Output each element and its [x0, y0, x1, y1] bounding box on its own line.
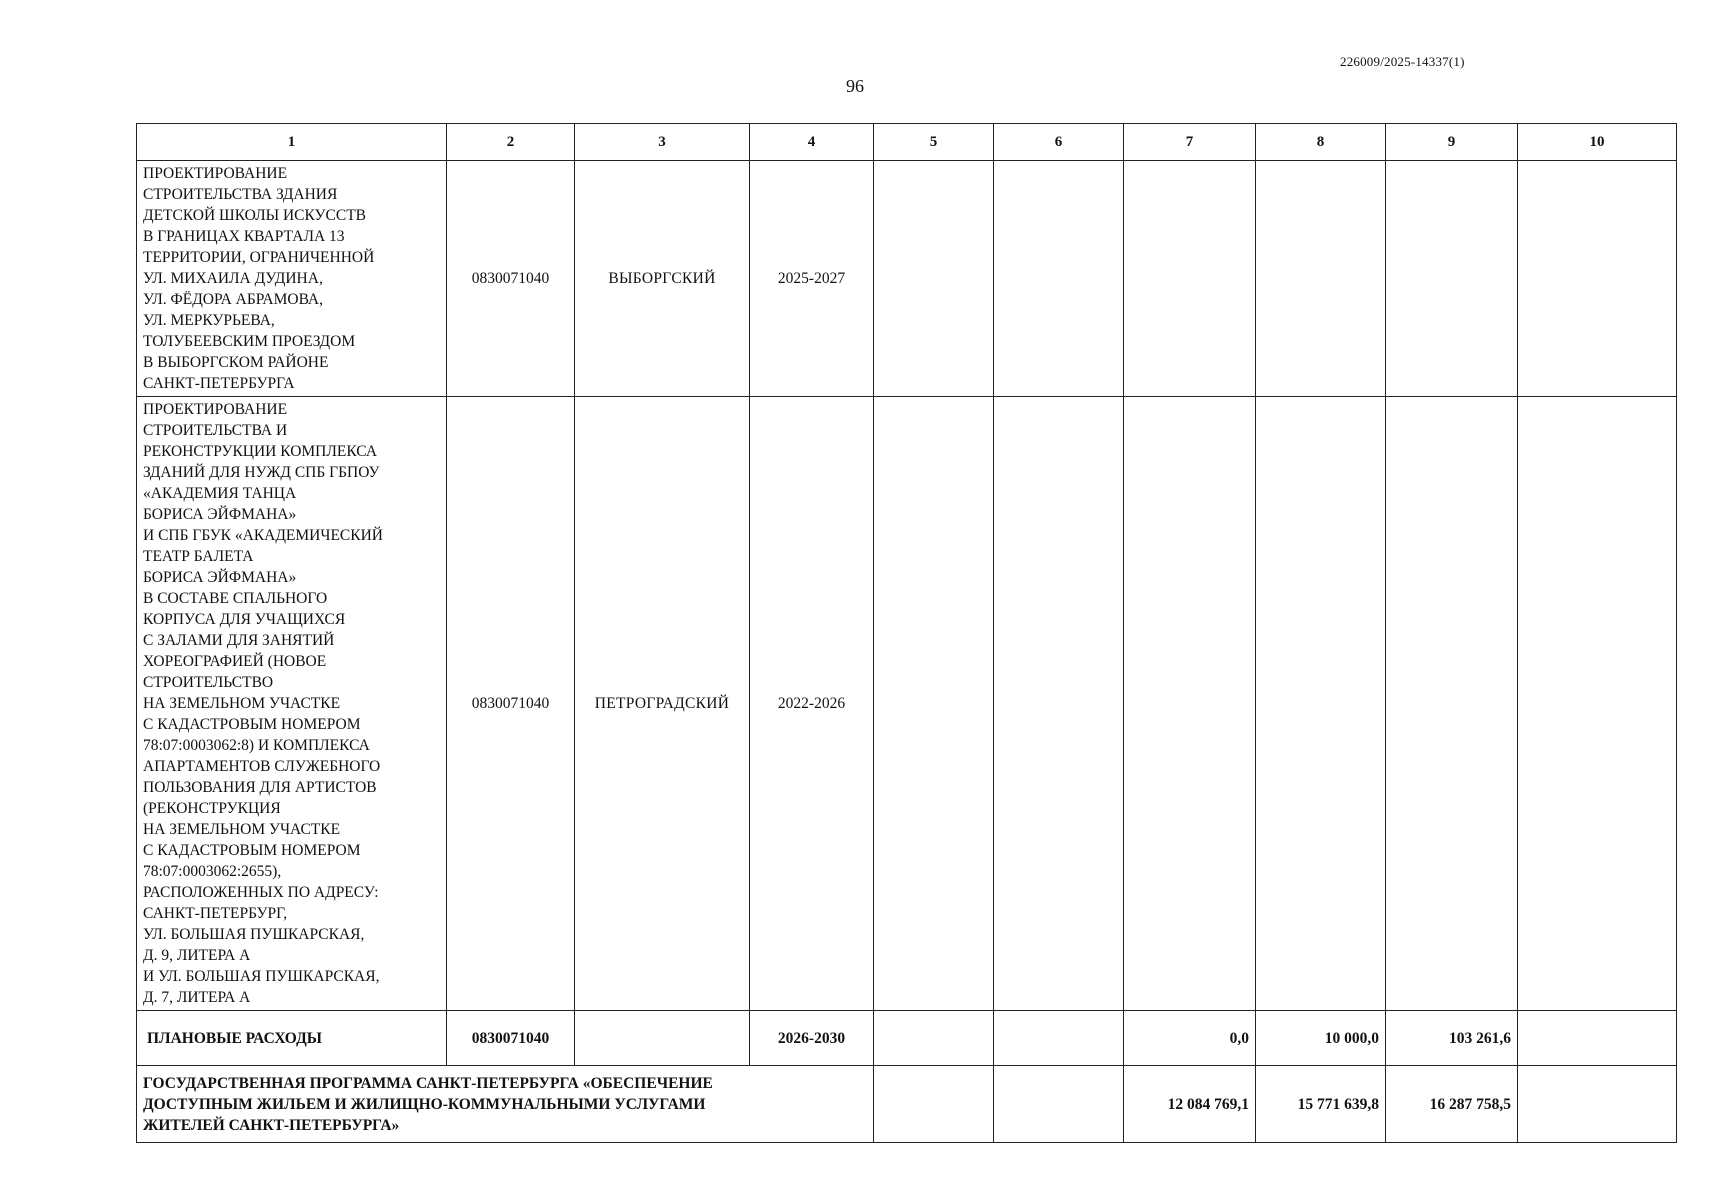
project-name-line: 78:07:0003062:8) И КОМПЛЕКСА	[143, 737, 370, 754]
budget-table	[136, 123, 1677, 1143]
page-number: 96	[846, 76, 864, 96]
project-name-line: КОРПУСА ДЛЯ УЧАЩИХСЯ	[143, 611, 346, 628]
value-cell-8	[1256, 161, 1386, 397]
project-name-cell	[137, 161, 447, 397]
project-name-line: С ЗАЛАМИ ДЛЯ ЗАНЯТИЙ	[143, 632, 335, 649]
value-cell-7: 12 084 769,1	[1124, 1066, 1256, 1143]
value-cell-8: 15 771 639,8	[1256, 1066, 1386, 1143]
program-title	[137, 1066, 874, 1143]
period-cell: 2026-2030	[750, 1011, 874, 1066]
project-name-line: СТРОИТЕЛЬСТВА И	[143, 422, 288, 439]
project-name-line: ДЕТСКОЙ ШКОЛЫ ИСКУССТВ	[143, 207, 366, 224]
project-name-cell	[137, 397, 447, 1011]
district-cell: ПЕТРОГРАДСКИЙ	[575, 397, 750, 1011]
planned-expenses-row	[137, 1011, 1677, 1066]
column-header: 5	[874, 124, 994, 161]
value-cell-6	[994, 1011, 1124, 1066]
column-header-row	[137, 124, 1677, 161]
column-header: 8	[1256, 124, 1386, 161]
project-name-line: РАСПОЛОЖЕННЫХ ПО АДРЕСУ:	[143, 884, 379, 901]
project-name-line: БОРИСА ЭЙФМАНА»	[143, 569, 297, 586]
project-name-line: ТЕРРИТОРИИ, ОГРАНИЧЕННОЙ	[143, 249, 375, 266]
project-name-line: И СПБ ГБУК «АКАДЕМИЧЕСКИЙ	[143, 527, 383, 544]
project-name-line: ПРОЕКТИРОВАНИЕ	[143, 401, 288, 418]
table-row	[137, 397, 1677, 1011]
project-name-line: ПРОЕКТИРОВАНИЕ	[143, 165, 288, 182]
column-header: 10	[1518, 124, 1677, 161]
project-name-line: НА ЗЕМЕЛЬНОМ УЧАСТКЕ	[143, 695, 341, 712]
value-cell-7	[1124, 397, 1256, 1011]
project-name-line: СТРОИТЕЛЬСТВО	[143, 674, 274, 691]
column-header: 1	[137, 124, 447, 161]
budget-code-cell: 0830071040	[447, 397, 575, 1011]
project-name-line: БОРИСА ЭЙФМАНА»	[143, 506, 297, 523]
column-header: 6	[994, 124, 1124, 161]
value-cell-5	[874, 161, 994, 397]
project-name-line: ПОЛЬЗОВАНИЯ ДЛЯ АРТИСТОВ	[143, 779, 377, 796]
value-cell-9	[1386, 161, 1518, 397]
value-cell-7	[1124, 161, 1256, 397]
project-name-line: УЛ. ФЁДОРА АБРАМОВА,	[143, 291, 324, 308]
budget-code-cell: 0830071040	[447, 1011, 575, 1066]
value-cell-9: 16 287 758,5	[1386, 1066, 1518, 1143]
period-cell: 2025-2027	[750, 161, 874, 397]
value-cell-7: 0,0	[1124, 1011, 1256, 1066]
district-cell: ВЫБОРГСКИЙ	[575, 161, 750, 397]
project-name-line: ТЕАТР БАЛЕТА	[143, 548, 254, 565]
value-cell-10	[1518, 161, 1677, 397]
column-header: 4	[750, 124, 874, 161]
project-name-line: УЛ. БОЛЬШАЯ ПУШКАРСКАЯ,	[143, 926, 365, 943]
value-cell-5	[874, 1011, 994, 1066]
value-cell-10	[1518, 1011, 1677, 1066]
value-cell-9: 103 261,6	[1386, 1011, 1518, 1066]
project-name-line: В СОСТАВЕ СПАЛЬНОГО	[143, 590, 328, 607]
planned-expenses-label: ПЛАНОВЫЕ РАСХОДЫ	[137, 1011, 447, 1066]
column-header: 2	[447, 124, 575, 161]
project-name-line: И УЛ. БОЛЬШАЯ ПУШКАРСКАЯ,	[143, 968, 380, 985]
project-name-line: САНКТ-ПЕТЕРБУРГ,	[143, 905, 288, 922]
project-name-line: ХОРЕОГРАФИЕЙ (НОВОЕ	[143, 653, 327, 670]
period-cell: 2022-2026	[750, 397, 874, 1011]
project-name-line: САНКТ-ПЕТЕРБУРГА	[143, 375, 295, 392]
value-cell-9	[1386, 397, 1518, 1011]
project-name-line: НА ЗЕМЕЛЬНОМ УЧАСТКЕ	[143, 821, 341, 838]
value-cell-6	[994, 397, 1124, 1011]
program-title-line: ДОСТУПНЫМ ЖИЛЬЕМ И ЖИЛИЩНО-КОММУНАЛЬНЫМИ УСЛУГАМИ	[143, 1095, 706, 1113]
column-header: 7	[1124, 124, 1256, 161]
value-cell-10	[1518, 1066, 1677, 1143]
value-cell-5	[874, 1066, 994, 1143]
table-row	[137, 161, 1677, 397]
value-cell-10	[1518, 397, 1677, 1011]
project-name-line: УЛ. МИХАИЛА ДУДИНА,	[143, 270, 323, 287]
project-name-line: ЗДАНИЙ ДЛЯ НУЖД СПБ ГБПОУ	[143, 464, 380, 481]
project-name-line: АПАРТАМЕНТОВ СЛУЖЕБНОГО	[143, 758, 381, 775]
document-id: 226009/2025-14337(1)	[1340, 54, 1465, 69]
project-name-line: ТОЛУБЕЕВСКИМ ПРОЕЗДОМ	[143, 333, 356, 350]
project-name-line: Д. 9, ЛИТЕРА А	[143, 947, 251, 964]
project-name-line: РЕКОНСТРУКЦИИ КОМПЛЕКСА	[143, 443, 378, 460]
value-cell-8	[1256, 397, 1386, 1011]
value-cell-6	[994, 161, 1124, 397]
project-name-line: Д. 7, ЛИТЕРА А	[143, 989, 251, 1006]
project-name-line: УЛ. МЕРКУРЬЕВА,	[143, 312, 275, 329]
program-title-line: ГОСУДАРСТВЕННАЯ ПРОГРАММА САНКТ-ПЕТЕРБУРГА «ОБЕСПЕЧЕНИЕ	[143, 1074, 713, 1092]
program-title-line: ЖИТЕЛЕЙ САНКТ-ПЕТЕРБУРГА»	[143, 1116, 400, 1134]
project-name-line: С КАДАСТРОВЫМ НОМЕРОМ	[143, 716, 361, 733]
program-total-row	[137, 1066, 1677, 1143]
project-name-line: 78:07:0003062:2655),	[143, 863, 282, 880]
budget-code-cell: 0830071040	[447, 161, 575, 397]
project-name-line: В ВЫБОРГСКОМ РАЙОНЕ	[143, 354, 329, 371]
value-cell-5	[874, 397, 994, 1011]
value-cell-6	[994, 1066, 1124, 1143]
value-cell-8: 10 000,0	[1256, 1011, 1386, 1066]
project-name-line: С КАДАСТРОВЫМ НОМЕРОМ	[143, 842, 361, 859]
project-name-line: (РЕКОНСТРУКЦИЯ	[143, 800, 281, 817]
column-header: 3	[575, 124, 750, 161]
project-name-line: СТРОИТЕЛЬСТВА ЗДАНИЯ	[143, 186, 338, 203]
project-name-line: «АКАДЕМИЯ ТАНЦА	[143, 485, 297, 502]
district-cell	[575, 1011, 750, 1066]
column-header: 9	[1386, 124, 1518, 161]
project-name-line: В ГРАНИЦАХ КВАРТАЛА 13	[143, 228, 345, 245]
